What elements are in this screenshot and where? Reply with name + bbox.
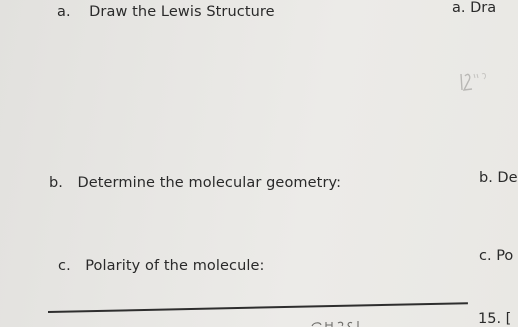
question-b-label: b. <box>49 175 64 191</box>
pencil-mark <box>456 68 490 96</box>
question-a-text: Draw the Lewis Structure <box>89 4 275 20</box>
question-c <box>58 258 265 274</box>
question-c-label: c. <box>58 258 71 274</box>
handwriting-fragment <box>308 317 368 327</box>
question-a-label: a. <box>57 4 71 20</box>
right-question-b: b. De <box>479 170 518 186</box>
right-question-c: c. Po <box>479 248 514 264</box>
question-a <box>57 4 275 20</box>
right-question-a: a. Dra <box>452 0 497 16</box>
separator-line <box>48 302 468 312</box>
right-question-number: 15. [ <box>478 311 512 327</box>
question-b-text: Determine the molecular geometry: <box>77 175 342 191</box>
question-b <box>49 175 341 191</box>
question-c-text: Polarity of the molecule: <box>85 258 265 274</box>
